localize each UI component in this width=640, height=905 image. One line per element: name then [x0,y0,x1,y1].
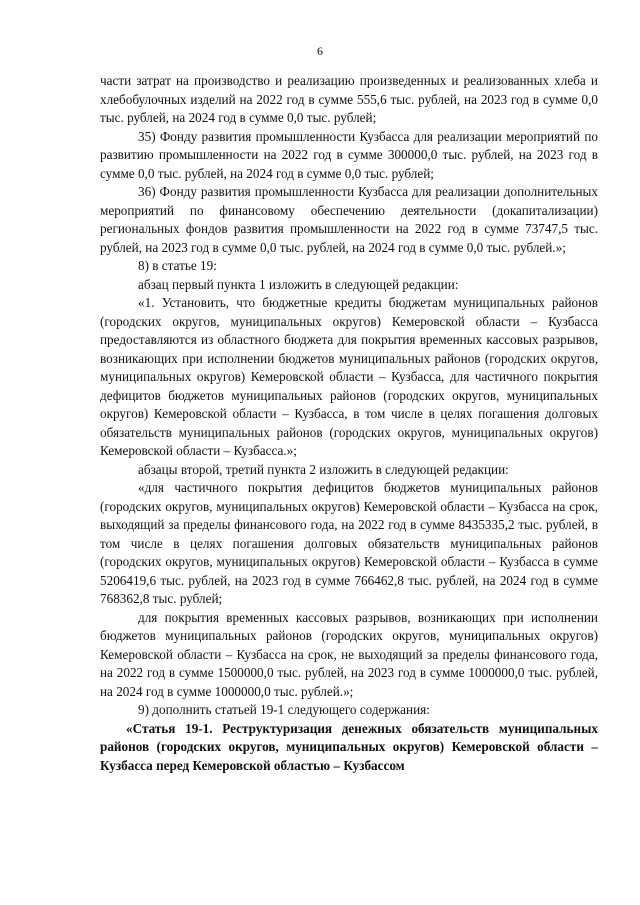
paragraph-continuation: части затрат на производство и реализацию произведенных и реализованных хлеба и хлебобулочных изделий на 2022 год в сумме 555,6 тыс. рублей, на 2023 год в сумме 0,0 тыс. рублей, на 2024 год в сумме 0,0 тыс. рублей; [100,73,598,125]
paragraph-quote-deficit: «для частичного покрытия дефицитов бюджетов муниципальных районов (городских округов, муниципальных округов) Кемеровской области – Кузбасса на срок, выходящий за пределы финансового года, на 2022 год в сумме 8435335,2 тыс. рублей, в том числе в целях погашения долговых обязательств муниципальных районов (городских округов, муниципальных округов) Кемеровской области – Кузбасса в сумме 5206419,6 тыс. рублей, на 2023 год в сумме 766462,8 тыс. рублей, на 2024 год в сумме 768362,8 тыс. рублей; [100,480,598,606]
document-body [100,72,598,775]
page-number: 6 [317,44,323,58]
paragraph-item-36: 36) Фонду развития промышленности Кузбасса для реализации дополнительных мероприятий по финансовому обеспечению деятельности (докапитализации) региональных фондов развития промышленности на 2022 год в сумме 73747,5 тыс. рублей, на 2023 год в сумме 0,0 тыс. рублей, на 2024 год в сумме 0,0 тыс. рублей.»; [100,184,598,255]
paragraph-instruction-2: абзацы второй, третий пункта 2 изложить в следующей редакции: [138,461,509,477]
paragraph-quote-cash-gaps: для покрытия временных кассовых разрывов, возникающих при исполнении бюджетов муниципальных районов (городских округов, муниципальных округов) Кемеровской области – Кузбасса на срок, не выходящий за пределы финансового года, на 2022 год в сумме 1500000,0 тыс. рублей, на 2023 год в сумме 1000000,0 тыс. рублей, на 2024 год в сумме 1000000,0 тыс. рублей.»; [100,609,598,699]
paragraph-instruction-1: абзац первый пункта 1 изложить в следующей редакции: [138,276,459,292]
article-19-1-heading: «Статья 19-1. Реструктуризация денежных обязательств муниципальных районов (городских округов, муниципальных округов) Кемеровской области – Кузбасса перед Кемеровской областью – Кузбассом [100,720,598,773]
paragraph-item-35: 35) Фонду развития промышленности Кузбасса для реализации мероприятий по развитию промышленности на 2022 год в сумме 300000,0 тыс. рублей, на 2023 год в сумме 0,0 тыс. рублей, на 2024 год в сумме 0,0 тыс. рублей; [100,128,598,181]
paragraph-item-9: 9) дополнить статьей 19-1 следующего содержания: [138,702,430,717]
paragraph-item-8: 8) в статье 19: [138,258,217,273]
paragraph-quote-point-1: «1. Установить, что бюджетные кредиты бюджетам муниципальных районов (городских округов, муниципальных округов) Кемеровской области – Кузбасса предоставляются из областного бюджета для покрытия временных кассовых разрывов, возникающих при исполнении бюджетов муниципальных районов (городских округов, муниципальных округов) Кемеровской области – Кузбасса, для частичного покрытия дефицитов бюджетов муниципальных районов (городских округов, муниципальных округов) Кемеровской области – Кузбасса, в том числе в целях погашения долговых обязательств муниципальных районов (городских округов, муниципальных округов) Кемеровской области – Кузбасса.»; [100,295,598,458]
